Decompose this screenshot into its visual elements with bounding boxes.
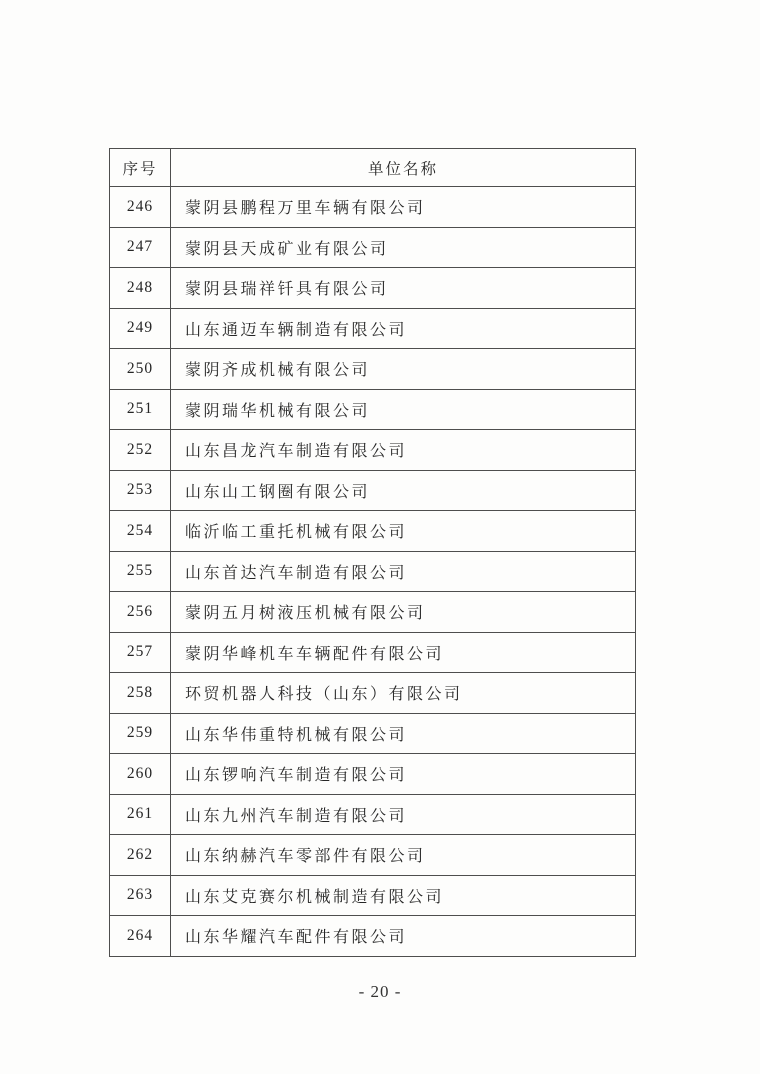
table-row <box>110 592 636 633</box>
row-serial-number: 255 <box>110 551 171 592</box>
row-company-name: 山东纳赫汽车零部件有限公司 <box>171 835 636 876</box>
row-company-name: 蒙阴五月树液压机械有限公司 <box>171 592 636 633</box>
page-number: - 20 - <box>358 982 402 1001</box>
table-row <box>110 389 636 430</box>
table-row <box>110 268 636 309</box>
row-company-name: 山东艾克赛尔机械制造有限公司 <box>171 875 636 916</box>
row-company-name: 山东昌龙汽车制造有限公司 <box>171 430 636 471</box>
row-serial-number: 256 <box>110 592 171 633</box>
row-company-name: 蒙阴县天成矿业有限公司 <box>171 227 636 268</box>
row-company-name: 蒙阴县鹏程万里车辆有限公司 <box>171 187 636 228</box>
row-company-name: 山东华耀汽车配件有限公司 <box>171 916 636 957</box>
row-serial-number: 263 <box>110 875 171 916</box>
row-company-name: 临沂临工重托机械有限公司 <box>171 511 636 552</box>
table-row <box>110 349 636 390</box>
row-company-name: 山东通迈车辆制造有限公司 <box>171 308 636 349</box>
row-serial-number: 249 <box>110 308 171 349</box>
row-company-name: 蒙阴县瑞祥钎具有限公司 <box>171 268 636 309</box>
row-serial-number: 258 <box>110 673 171 714</box>
row-serial-number: 248 <box>110 268 171 309</box>
row-serial-number: 262 <box>110 835 171 876</box>
row-company-name: 环贸机器人科技（山东）有限公司 <box>171 673 636 714</box>
row-serial-number: 250 <box>110 349 171 390</box>
table-row <box>110 511 636 552</box>
row-company-name: 山东华伟重特机械有限公司 <box>171 713 636 754</box>
row-serial-number: 246 <box>110 187 171 228</box>
row-company-name: 蒙阴齐成机械有限公司 <box>171 349 636 390</box>
table-row <box>110 470 636 511</box>
row-serial-number: 260 <box>110 754 171 795</box>
table-row <box>110 187 636 228</box>
row-serial-number: 251 <box>110 389 171 430</box>
row-serial-number: 254 <box>110 511 171 552</box>
table-row <box>110 713 636 754</box>
table-row <box>110 835 636 876</box>
row-company-name: 山东山工钢圈有限公司 <box>171 470 636 511</box>
row-company-name: 蒙阴华峰机车车辆配件有限公司 <box>171 632 636 673</box>
table-row <box>110 632 636 673</box>
row-serial-number: 259 <box>110 713 171 754</box>
table-row <box>110 673 636 714</box>
table-row <box>110 430 636 471</box>
row-serial-number: 264 <box>110 916 171 957</box>
header-serial-number: 序号 <box>110 149 171 187</box>
row-company-name: 蒙阴瑞华机械有限公司 <box>171 389 636 430</box>
table-row <box>110 227 636 268</box>
row-serial-number: 247 <box>110 227 171 268</box>
row-serial-number: 257 <box>110 632 171 673</box>
row-company-name: 山东锣响汽车制造有限公司 <box>171 754 636 795</box>
header-unit-name: 单位名称 <box>171 149 636 187</box>
company-table <box>109 148 636 957</box>
table-row <box>110 754 636 795</box>
table-body <box>110 187 636 957</box>
row-serial-number: 261 <box>110 794 171 835</box>
table-header-row <box>110 149 636 187</box>
table-row <box>110 794 636 835</box>
row-company-name: 山东九州汽车制造有限公司 <box>171 794 636 835</box>
table-row <box>110 916 636 957</box>
table-row <box>110 551 636 592</box>
row-serial-number: 253 <box>110 470 171 511</box>
table-row <box>110 875 636 916</box>
row-company-name: 山东首达汽车制造有限公司 <box>171 551 636 592</box>
row-serial-number: 252 <box>110 430 171 471</box>
table-row <box>110 308 636 349</box>
